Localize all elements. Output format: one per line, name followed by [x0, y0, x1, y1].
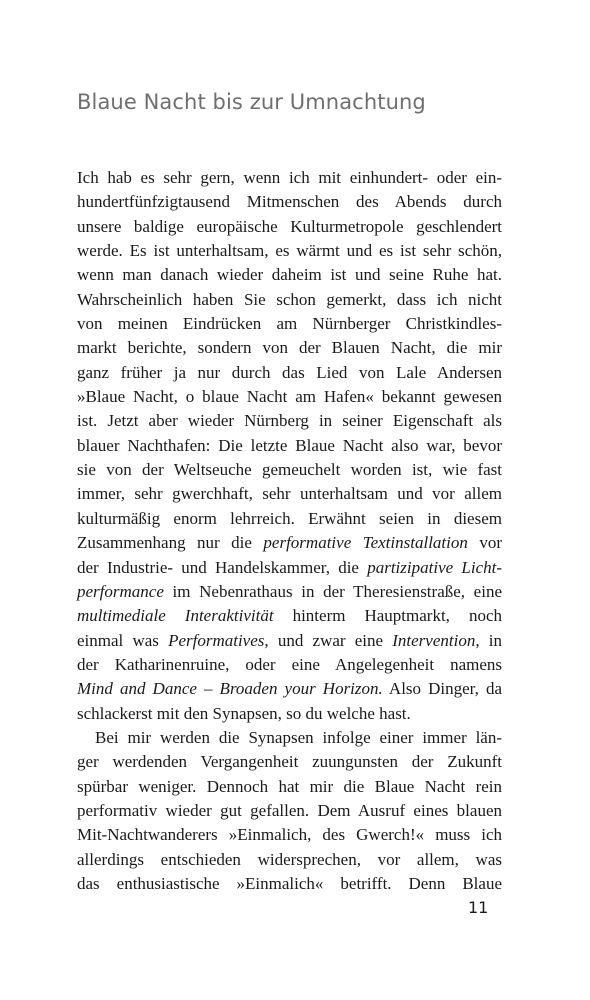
text-segment: der Industrie- und Handelskammer, die [77, 557, 368, 577]
text-line: von meinen Eindrücken am Nürnberger Christkindles- [77, 314, 502, 334]
text-line [77, 677, 502, 701]
text-line: Bei mir werden die Synapsen infolge einer immer län- [95, 727, 502, 747]
text-line [77, 604, 502, 628]
text-line: allerdings entschieden widersprechen, vor allem, was [77, 849, 502, 869]
text-line: unsere baldige europäische Kulturmetropole geschlendert [77, 216, 502, 236]
text-line: das enthusiastische »Einmalich« betrifft. Denn Blaue [77, 873, 502, 893]
text-line: sie von der Weltseuche gemeuchelt worden ist, wie fast [77, 460, 502, 480]
text-line: blauer Nachthafen: Die letzte Blaue Nacht also war, bevor [77, 435, 502, 455]
text-segment: vor [467, 533, 503, 553]
text-line: Wahrscheinlich haben Sie schon gemerkt, dass ich nicht [77, 289, 502, 309]
text-segment: hinterm Hauptmarkt, noch [273, 606, 502, 626]
text-line: kulturmäßig enorm lehrreich. Erwähnt seien in diesem [77, 508, 502, 528]
text-line: Mit-Nachtwanderers »Einmalich, des Gwerch!« muss ich [77, 825, 502, 845]
text-line [77, 531, 502, 555]
italic-term: performance [77, 581, 164, 601]
italic-term: Intervention [392, 630, 476, 650]
italic-term: partizipative Licht- [367, 557, 502, 577]
text-line: spürbar weniger. Dennoch hat mir die Blaue Nacht rein [77, 776, 502, 796]
text-line: ganz früher ja nur durch das Lied von Lale Andersen [77, 362, 502, 382]
italic-term: multimediale Interaktivität [77, 606, 274, 626]
italic-term: Performatives [168, 630, 265, 650]
text-line: ger werdenden Vergangenheit zuungunsten der Zukunft [77, 752, 502, 772]
text-segment: einmal was [77, 630, 169, 650]
page-number: 11 [468, 898, 489, 917]
text-line: markt berichte, sondern von der Blauen Nacht, die mir [77, 338, 502, 358]
text-segment: , in [475, 630, 503, 650]
body-text [77, 166, 502, 896]
text-segment: Zusammenhang nur die [77, 533, 264, 553]
text-line: hundertfünfzigtausend Mitmenschen des Abends durch [77, 192, 502, 212]
text-line [77, 556, 502, 580]
text-line: werde. Es ist unterhaltsam, es wärmt und es ist sehr schön, [77, 241, 502, 261]
text-line: der Katharinenruine, oder eine Angelegenheit namens [77, 654, 502, 674]
text-line [77, 629, 502, 653]
text-line: Ich hab es sehr gern, wenn ich mit einhundert- oder ein- [77, 168, 502, 187]
text-line: performativ wieder gut gefallen. Dem Ausruf eines blauen [77, 800, 502, 820]
text-line: »Blaue Nacht, o blaue Nacht am Hafen« bekannt gewesen [77, 387, 502, 407]
text-line: wenn man danach wieder daheim ist und seine Ruhe hat. [77, 265, 502, 285]
text-line: immer, sehr gwerchhaft, sehr unterhaltsam und vor allem [77, 484, 502, 504]
text-segment: , und zwar eine [264, 630, 393, 650]
text-line [77, 580, 502, 604]
italic-term: performative Textinstallation [263, 533, 468, 553]
text-line: ist. Jetzt aber wieder Nürnberg in seiner Eigenschaft als [77, 411, 502, 431]
italic-term: Mind and Dance – Broaden your Horizon. [77, 679, 383, 699]
text-segment: Also Dinger, da [382, 679, 503, 699]
text-line: schlackerst mit den Synapsen, so du welche hast. [77, 703, 411, 723]
chapter-title: Blaue Nacht bis zur Umnachtung [77, 90, 426, 114]
text-segment: im Nebenrathaus in der Theresienstraße, eine [163, 581, 502, 601]
